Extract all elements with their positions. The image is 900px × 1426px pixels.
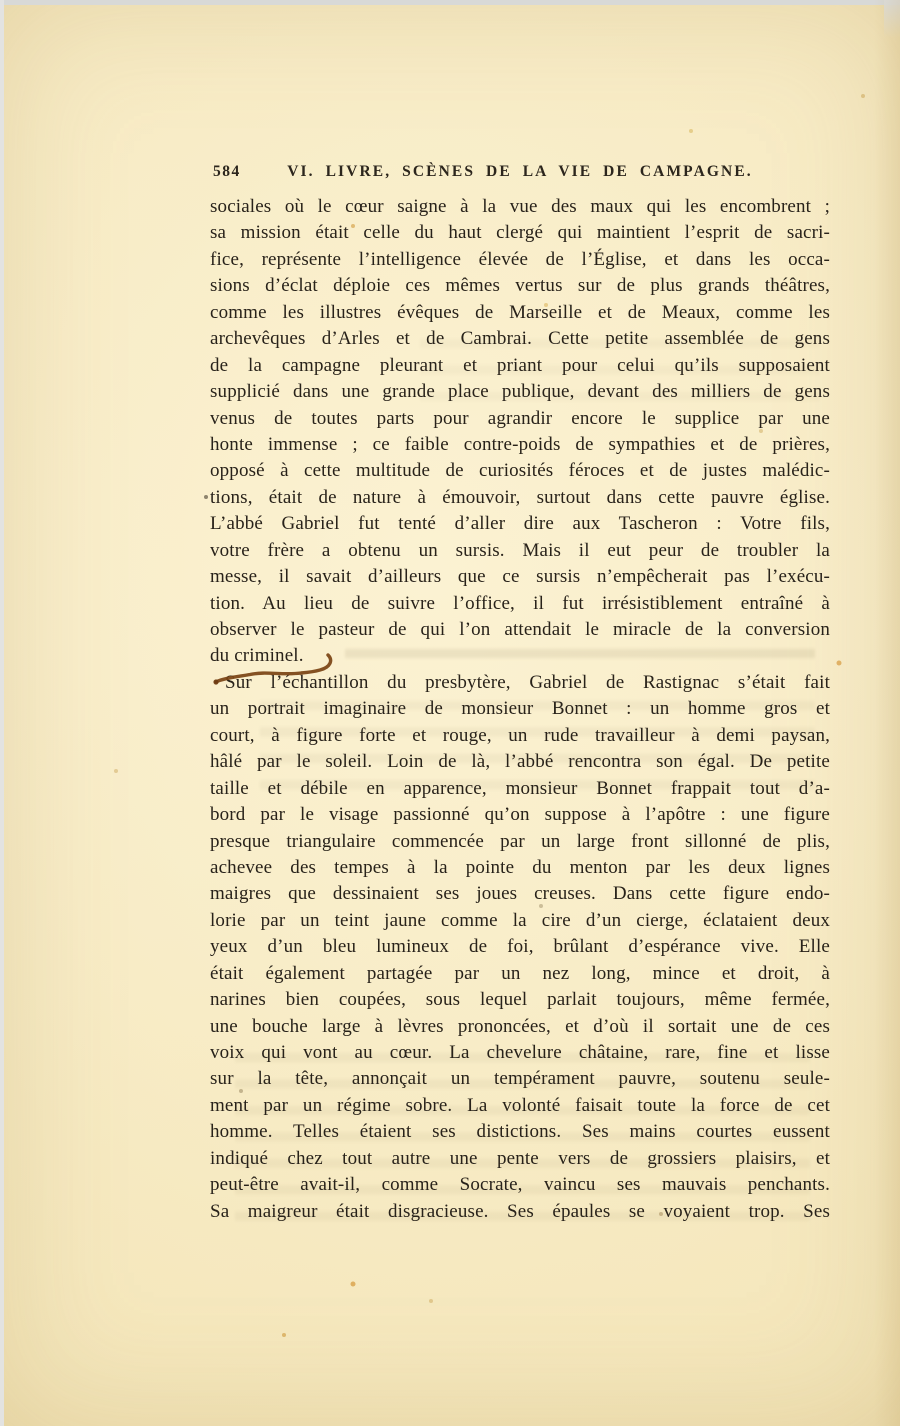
text-line: sa mission était celle du haut clergé qui maintient l’esprit de sacri- [210,222,830,244]
text-line: de la campagne pleurant et priant pour celui qu’ils supposaient [210,354,830,376]
scan-edge-shade [874,0,900,1426]
text-line: Sa maigreur était disgracieuse. Ses épaules se voyaient trop. Ses [210,1200,830,1222]
text-line: Sur l’échantillon du presbytère, Gabriel de Rastignac s’était fait [225,671,830,693]
scan-edge-left [0,0,4,1426]
text-line: archevêques d’Arles et de Cambrai. Cette petite assemblée de gens [210,328,830,350]
page-header [210,161,830,183]
text-line: honte immense ; ce faible contre-poids de sympathies et de prières, [210,433,830,455]
text-line: voix qui vont au cœur. La chevelure châtaine, rare, fine et lisse [210,1042,830,1063]
text-line: lorie par un teint jaune comme la cire d’un cierge, éclataient deux [210,909,830,931]
scan-edge-top [0,0,900,5]
text-line: une bouche large à lèvres prononcées, et d’où il sortait une de ces [210,1015,830,1037]
text-line: sur la tête, annonçait un tempérament pauvre, soutenu seule- [210,1068,830,1090]
text-line: était également partagée par un nez long, mince et droit, à [210,962,830,984]
paper-speckles [0,0,2,2]
text-line: supplicié dans une grande place publique, devant des milliers de gens [210,381,830,403]
text-line: votre frère a obtenu un sursis. Mais il eut peur de troubler la [210,539,830,561]
text-line: homme. Telles étaient ses distictions. Ses mains courtes eussent [210,1121,830,1143]
text-line: indiqué chez tout autre une pente vers de grossiers plaisirs, et [210,1147,830,1169]
text-line: maigres que dessinaient ses joues creuses. Dans cette figure endo- [210,883,830,905]
text-line: taille et débile en apparence, monsieur Bonnet frappait tout d’a- [210,777,830,799]
text-line: opposé à cette multitude de curiosités féroces et de justes malédic- [210,460,830,482]
text-line: narines bien coupées, sous lequel parlait toujours, même fermée, [210,989,830,1011]
text-line: ment par un régime sobre. La volonté faisait toute la force de cet [210,1094,830,1116]
text-column [210,194,830,1225]
page-number: 584 [213,163,241,180]
text-line: presque triangulaire commencée par un large front sillonné de plis, [210,830,830,852]
text-line: un portrait imaginaire de monsieur Bonnet : un homme gros et [210,698,830,720]
text-line: tion. Au lieu de suivre l’office, il fut irrésistiblement entraîné à [210,592,830,614]
text-line: sions d’éclat déploie ces mêmes vertus sur de plus grands théâtres, [210,275,830,297]
text-line: venus de toutes parts pour agrandir encore le supplice par une [210,407,830,429]
text-line: tions, était de nature à émouvoir, surtout dans cette pauvre église. [210,486,830,508]
text-line: bord par le visage passionné qu’on suppose à l’apôtre : une figure [210,804,830,826]
text-line: messe, il savait d’ailleurs que ce sursis n’empêcherait pas l’exécu- [210,566,830,588]
text-line: L’abbé Gabriel fut tenté d’aller dire aux Tascheron : Votre fils, [210,513,830,535]
text-line: comme les illustres évêques de Marseille et de Meaux, comme les [210,301,830,323]
text-line: observer le pasteur de qui l’on attendait le miracle de la conversion [210,619,830,640]
text-line: yeux d’un bleu lumineux de foi, brûlant d’espérance vive. Elle [210,936,830,958]
text-line: sociales où le cœur saigne à la vue des maux qui les encombrent ; [210,196,830,217]
text-line: achevee des tempes à la pointe du menton par les deux lignes [210,856,830,878]
running-title: VI. LIVRE, SCÈNES DE LA VIE DE CAMPAGNE. [287,163,753,180]
text-line: fice, représente l’intelligence élevée de l’Église, et dans les occa- [210,248,830,270]
text-line: du criminel. [210,645,304,667]
text-line: court, à figure forte et rouge, un rude travailleur à demi paysan, [210,724,830,746]
text-line: peut-être avait-il, comme Socrate, vaincu ses mauvais penchants. [210,1174,830,1196]
text-line: hâlé par le soleil. Loin de là, l’abbé rencontra son égal. De petite [210,751,830,773]
